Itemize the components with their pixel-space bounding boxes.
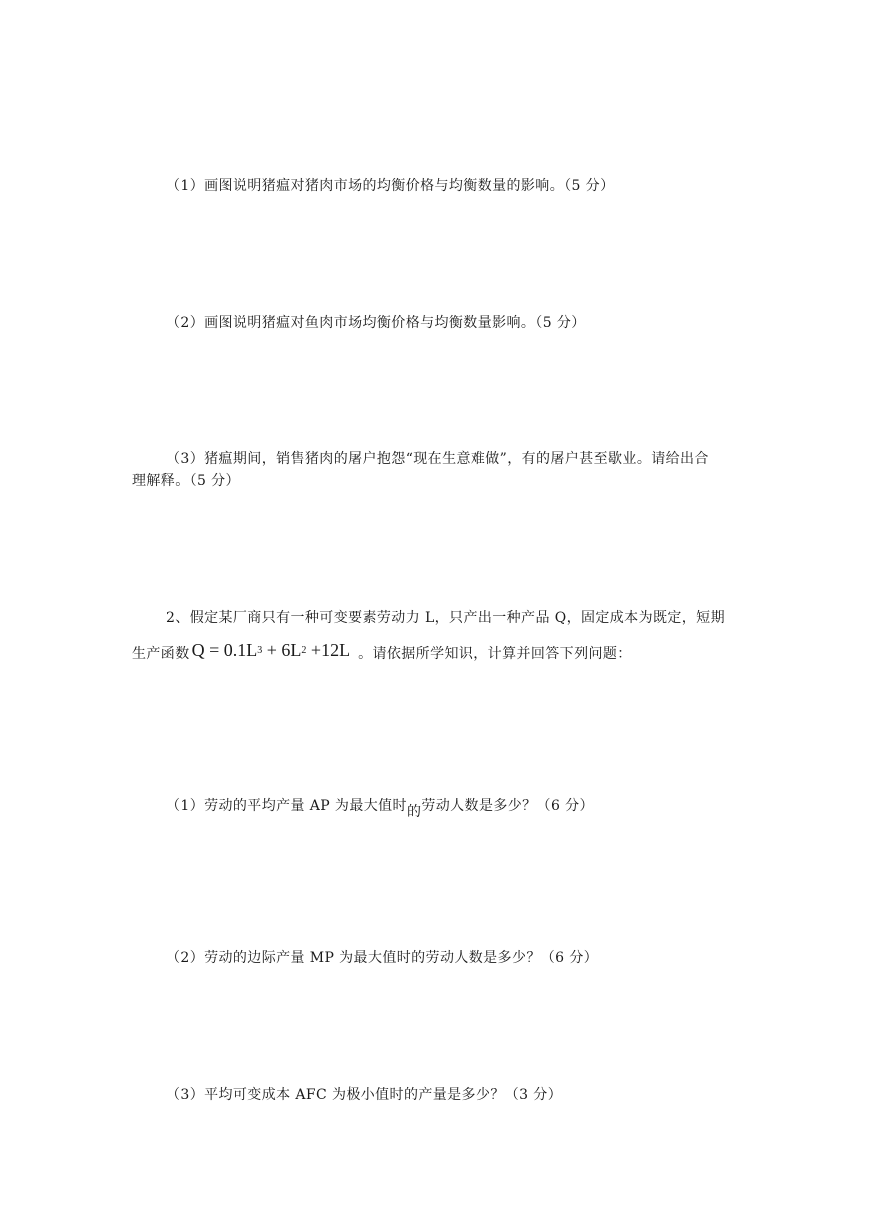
question-2-1 bbox=[166, 796, 594, 820]
formula-part-c: +12L bbox=[306, 640, 351, 660]
question-2-1-part-c: 劳动人数是多少？（6 分） bbox=[421, 798, 594, 814]
question-2-3: （3）平均可变成本 AFC 为极小值时的产量是多少？（3 分） bbox=[166, 1087, 563, 1103]
question-1-1: （1）画图说明猪瘟对猪肉市场的均衡价格与均衡数量的影响。（5 分） bbox=[166, 178, 615, 194]
formula-part-b: + 6L bbox=[262, 640, 302, 660]
question-1-3-line2: 理解释。（5 分） bbox=[132, 473, 240, 489]
question-1-3-line1: （3）猪瘟期间，销售猪肉的屠户抱怨“现在生意难做”，有的屠户甚至歇业。请给出合 bbox=[166, 451, 709, 467]
question-2-line1: 2、假定某厂商只有一种可变要素劳动力 L，只产出一种产品 Q，固定成本为既定，短期 bbox=[166, 610, 725, 626]
question-2-line2 bbox=[132, 642, 632, 666]
question-2-1-part-b: 的 bbox=[406, 804, 422, 820]
question-1-2: （2）画图说明猪瘟对鱼肉市场均衡价格与均衡数量影响。（5 分） bbox=[166, 315, 586, 331]
formula-exponent-2: 2 bbox=[301, 645, 307, 656]
question-2-line2-prefix: 生产函数 bbox=[132, 646, 190, 662]
question-2-2: （2）劳动的边际产量 MP 为最大值时的劳动人数是多少？（6 分） bbox=[166, 950, 599, 966]
production-function-formula bbox=[192, 640, 350, 660]
formula-exponent-3: 3 bbox=[257, 645, 263, 656]
question-2-line2-suffix: 。请依据所学知识，计算并回答下列问题： bbox=[358, 646, 632, 662]
question-2-1-part-a: （1）劳动的平均产量 AP 为最大值时 bbox=[166, 798, 407, 814]
formula-part-a: Q = 0.1L bbox=[191, 640, 258, 660]
